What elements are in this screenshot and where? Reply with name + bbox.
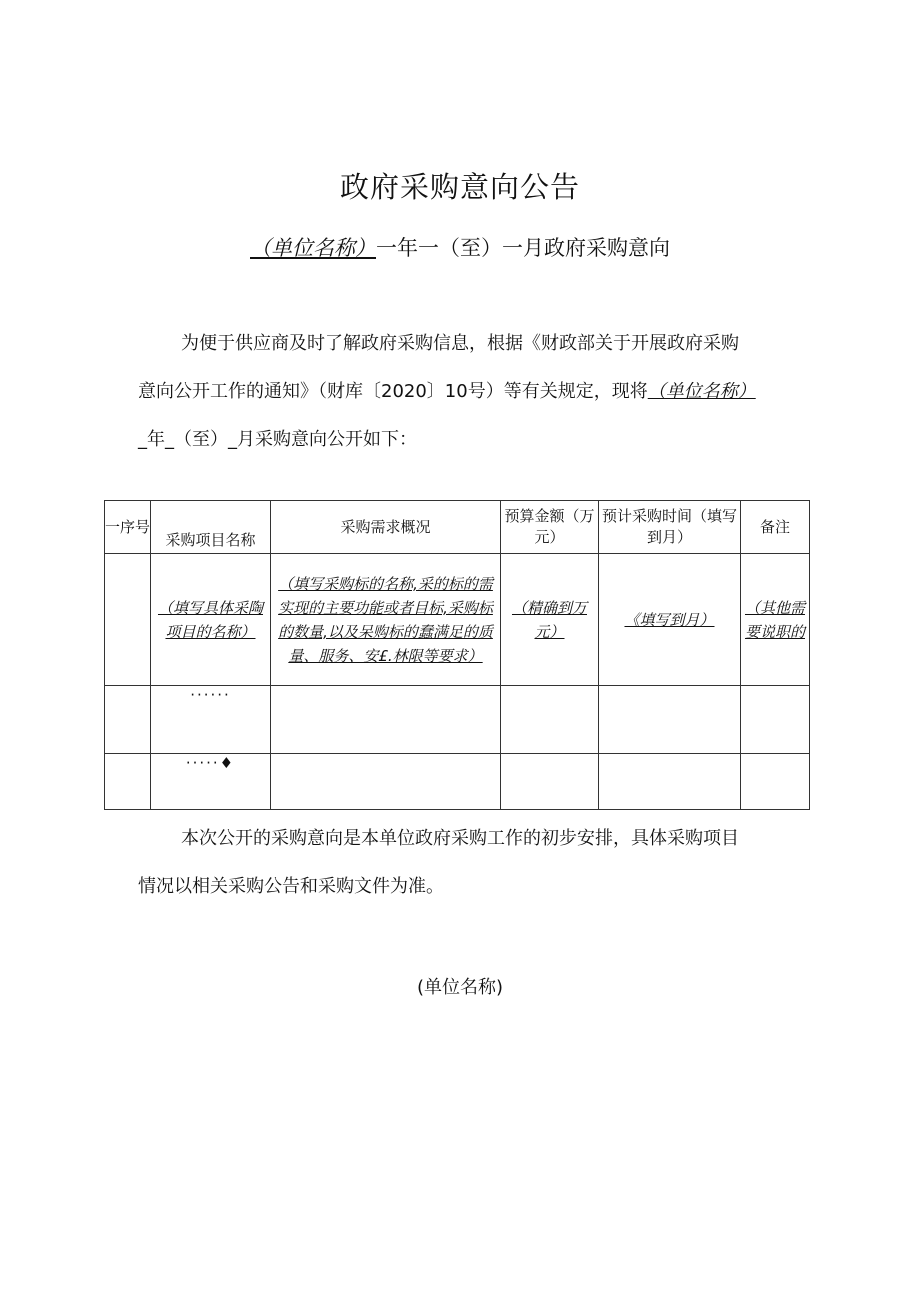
cell-note: [741, 686, 810, 754]
cell-budget: [501, 686, 599, 754]
cell-note: [741, 754, 810, 810]
signature-unit: (单位名称): [416, 977, 504, 998]
procurement-table: [104, 500, 810, 810]
intro-line3: _年_（至）_月采购意向公开如下：: [138, 429, 417, 450]
cell-budget: [501, 754, 599, 810]
cell-budget: （精确到万元）: [501, 554, 599, 686]
header-name: 采购项目名称: [151, 501, 271, 554]
cell-demand: （填写采购标的名称,采的标的需实现的主要功能或者目标,采购标的数量,以及呆购标的蠢满足的质量、服务、安£.林限等要求）: [271, 554, 501, 686]
table-header-row: [105, 501, 810, 554]
cell-name: ······: [151, 686, 271, 754]
header-demand: 采购需求概况: [271, 501, 501, 554]
header-time: 预计采购时间（填写到月）: [599, 501, 741, 554]
header-note: 备注: [741, 501, 810, 554]
table-row: [105, 754, 810, 810]
intro-paragraph: [138, 320, 818, 464]
subtitle-rest: 一年一（至）一月政府采购意向: [376, 236, 670, 260]
closing-line1: 本次公开的采购意向是本单位政府采购工作的初步安排，具体采购项目: [181, 828, 739, 849]
cell-seq: [105, 554, 151, 686]
subtitle-unit: （单位名称）: [250, 236, 376, 260]
page-title: 政府采购意向公告: [339, 170, 580, 204]
cell-time: [599, 754, 741, 810]
cell-note: （其他需要说职的: [741, 554, 810, 686]
closing-paragraph: [138, 815, 818, 911]
intro-line1: 为便于供应商及时了解政府采购信息，根据《财政部关于开展政府采购: [181, 333, 739, 354]
cell-time: 《填写到月）: [599, 554, 741, 686]
table-row: [105, 554, 810, 686]
subtitle: [0, 232, 920, 262]
cell-time: [599, 686, 741, 754]
header-budget: 预算金额（万元）: [501, 501, 599, 554]
cell-seq: [105, 754, 151, 810]
intro-unit: （单位名称）: [647, 381, 756, 402]
cell-seq: [105, 686, 151, 754]
cell-name: （填写具体采陶项目的名称）: [151, 554, 271, 686]
header-seq: 一序号: [105, 501, 151, 554]
cell-demand: [271, 754, 501, 810]
intro-line2: 意向公开工作的通知》（财库〔2020〕10号）等有关规定，现将: [138, 381, 648, 402]
cell-demand: [271, 686, 501, 754]
table-row: [105, 686, 810, 754]
closing-line2: 情况以相关采购公告和采购文件为准。: [138, 876, 444, 897]
cell-name: ·····♦: [151, 754, 271, 810]
